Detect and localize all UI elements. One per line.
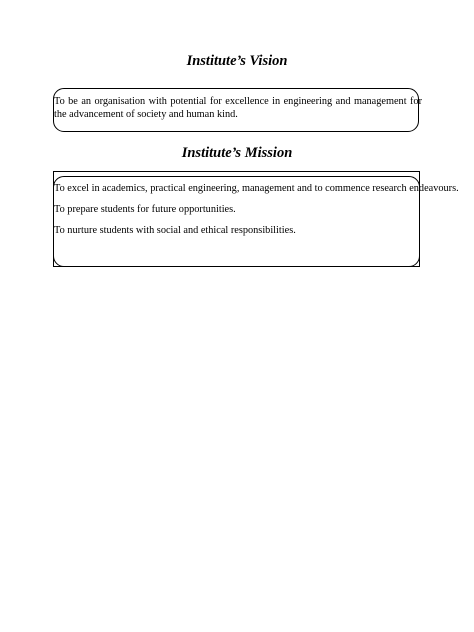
vision-heading: Institute’s Vision xyxy=(186,53,288,69)
mission-item-responsibilities: To nurture students with social and ethical responsibilities. xyxy=(54,225,296,236)
mission-item-academics: To excel in academics, practical engineering, management and to commence research endeavours. xyxy=(54,183,459,194)
mission-item-opportunities: To prepare students for future opportunities. xyxy=(54,204,236,215)
mission-heading: Institute’s Mission xyxy=(181,145,293,161)
vision-text: To be an organisation with potential for excellence in engineering and management for the advancement of society and human kind. xyxy=(54,96,422,120)
